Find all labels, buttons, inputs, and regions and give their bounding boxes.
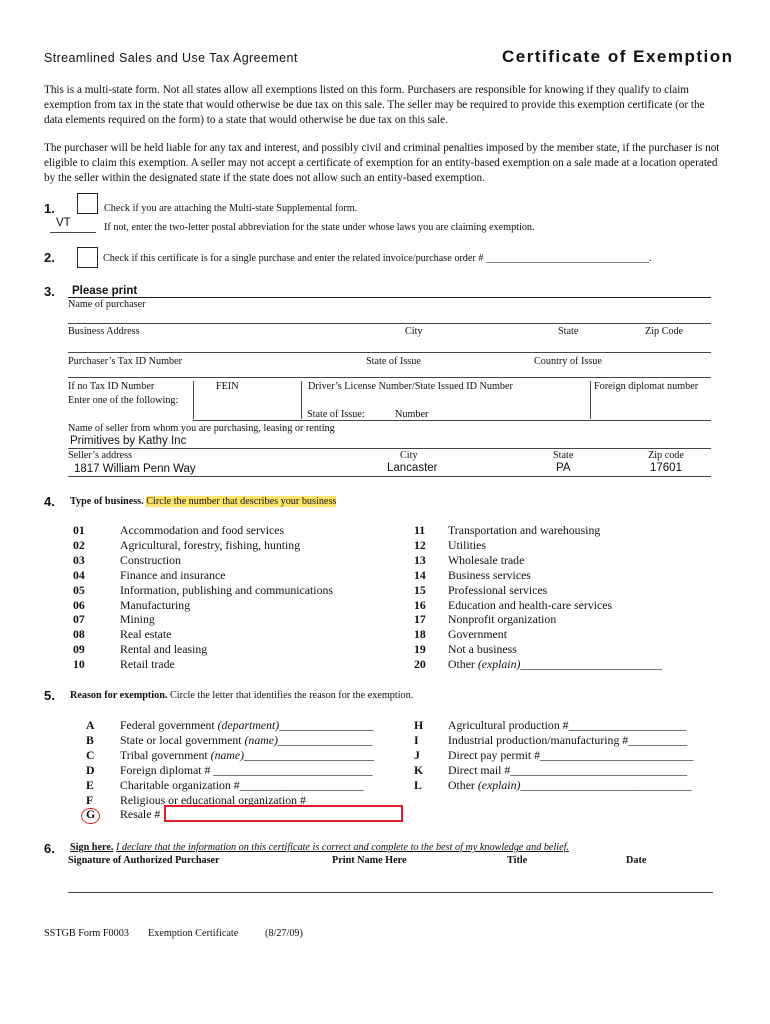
footer-form-date: (8/27/09): [265, 928, 303, 939]
business-code-12[interactable]: 12 Utilities: [414, 537, 487, 552]
enter-one-label: Enter one of the following:: [68, 395, 179, 406]
business-code-13[interactable]: 13 Wholesale trade: [414, 552, 525, 567]
state-of-issue-label: State of Issue: [366, 356, 421, 367]
print-name-label: Print Name Here: [332, 855, 407, 866]
seller-city-label: City: [400, 450, 418, 461]
business-code-08[interactable]: 08 Real estate: [73, 627, 172, 642]
business-code-05[interactable]: 05 Information, publishing and communications: [73, 582, 333, 597]
type-of-business-heading: [70, 496, 336, 507]
signature-line[interactable]: [68, 892, 713, 893]
no-tax-id-label: If no Tax ID Number: [68, 381, 155, 392]
business-code-18[interactable]: 18 Government: [414, 627, 507, 642]
business-code-17[interactable]: 17 Nonprofit organization: [414, 612, 557, 627]
reason-code-b[interactable]: B State or local government (name)________________: [86, 732, 373, 747]
footer-form-name: Exemption Certificate: [148, 928, 239, 939]
state-abbrev-input[interactable]: VT: [56, 217, 71, 229]
reason-code-c[interactable]: C Tribal government (name)______________________: [86, 747, 374, 762]
seller-address-input[interactable]: 1817 William Penn Way: [74, 463, 196, 475]
sign-here-row: [70, 842, 569, 853]
section-1-number: 1.: [44, 201, 55, 216]
resale-number-field[interactable]: [164, 805, 403, 822]
seller-address-label: Seller’s address: [68, 450, 133, 461]
sign-here-label: Sign here.: [70, 842, 114, 853]
seller-state-input[interactable]: PA: [556, 462, 571, 474]
reason-instruction: Circle the letter that identifies the reason for the exemption.: [169, 690, 414, 701]
section-5-number: 5.: [44, 688, 55, 703]
fein-label: FEIN: [216, 381, 239, 392]
declaration-text: I declare that the information on this certificate is correct and complete to the best of my knowledge and belief.: [115, 842, 570, 853]
business-code-19[interactable]: 19 Not a business: [414, 642, 517, 657]
zip-code-label: Zip Code: [645, 326, 684, 337]
state-abbrev-label: If not, enter the two-letter postal abbreviation for the state under whose laws you are claiming exemption.: [104, 222, 535, 233]
section-3-number: 3.: [44, 284, 55, 299]
single-purchase-checkbox[interactable]: [77, 247, 98, 268]
reason-code-f[interactable]: F Religious or educational organization #____________: [86, 792, 377, 807]
business-codes-left: [73, 523, 333, 672]
reason-code-a[interactable]: A Federal government (department)________________: [86, 718, 374, 732]
purchaser-name-label: Name of purchaser: [68, 299, 146, 310]
business-code-20[interactable]: 20 Other (explain)________________________: [414, 657, 662, 672]
business-code-15[interactable]: 15 Professional services: [414, 582, 548, 597]
business-code-01[interactable]: 01 Accommodation and food services: [73, 523, 285, 537]
reason-codes-right: [414, 718, 693, 793]
agreement-title: Streamlined Sales and Use Tax Agreement: [44, 51, 298, 65]
tax-id-label: Purchaser’s Tax ID Number: [68, 356, 183, 367]
seller-name-input[interactable]: Primitives by Kathy Inc: [70, 435, 187, 447]
type-of-business-instruction: Circle the number that describes your business: [146, 496, 337, 507]
business-code-04[interactable]: 04 Finance and insurance: [73, 567, 226, 582]
reason-code-k[interactable]: K Direct mail #______________________________: [414, 762, 688, 777]
reason-code-l[interactable]: L Other (explain)_____________________________: [414, 777, 692, 792]
business-code-07[interactable]: 07 Mining: [73, 612, 155, 627]
business-code-10[interactable]: 10 Retail trade: [73, 657, 175, 672]
state-label: State: [558, 326, 579, 337]
single-purchase-label: Check if this certificate is for a single purchase and enter the related invoice/purchase order # ________________________________.: [103, 253, 652, 264]
please-print-label: Please print: [72, 285, 138, 297]
page-title: Certificate of Exemption: [502, 47, 734, 66]
type-of-business-label: Type of business.: [70, 496, 144, 507]
section-6-number: 6.: [44, 841, 55, 856]
reason-code-d[interactable]: D Foreign diplomat # ___________________________: [86, 762, 373, 777]
business-code-09[interactable]: 09 Rental and leasing: [73, 642, 208, 657]
date-label: Date: [626, 855, 647, 866]
seller-city-input[interactable]: Lancaster: [387, 462, 438, 474]
seller-zip-label: Zip code: [648, 450, 684, 461]
business-code-06[interactable]: 06 Manufacturing: [73, 597, 191, 612]
drivers-license-label: Driver’s License Number/State Issued ID Number: [308, 381, 513, 392]
number-label: Number: [395, 409, 429, 420]
signature-label: Signature of Authorized Purchaser: [68, 855, 220, 866]
city-label: City: [405, 326, 423, 337]
reason-code-g[interactable]: G Resale #: [86, 807, 161, 822]
business-code-16[interactable]: 16 Education and health-care services: [414, 597, 613, 612]
seller-name-label: Name of seller from whom you are purchasing, leasing or renting: [68, 423, 335, 434]
footer-form-id: SSTGB Form F0003: [44, 928, 129, 939]
business-code-02[interactable]: 02 Agricultural, forestry, fishing, hunting: [73, 537, 301, 552]
business-codes-right: [414, 523, 662, 672]
reason-code-e[interactable]: E Charitable organization #_____________________: [86, 777, 364, 792]
reason-heading: [70, 690, 413, 701]
business-code-11[interactable]: 11 Transportation and warehousing: [414, 523, 601, 537]
reason-code-h[interactable]: H Agricultural production #____________________: [414, 718, 687, 732]
seller-zip-input[interactable]: 17601: [650, 462, 682, 474]
business-code-14[interactable]: 14 Business services: [414, 567, 531, 582]
intro-paragraph-1: This is a multi-state form. Not all states allow all exemptions listed on this form. Purchasers are responsible for knowing if they qualify to claim exemption from tax in the state that would otherwise be due tax on this sale. The seller may be required to provide this exemption certificate (or the data elements required on the form) to a state that would otherwise be due tax on this sale.: [44, 84, 705, 127]
title-label: Title: [507, 855, 528, 866]
section-2-number: 2.: [44, 250, 55, 265]
reason-code-j[interactable]: J Direct pay permit #__________________________: [414, 747, 694, 762]
multistate-checkbox[interactable]: [77, 193, 98, 214]
foreign-diplomat-label: Foreign diplomat number: [594, 381, 699, 392]
business-address-label: Business Address: [68, 326, 140, 337]
multistate-label: Check if you are attaching the Multi-state Supplemental form.: [104, 203, 358, 214]
state-of-issue-2-label: State of Issue:: [307, 409, 365, 420]
selected-reason-circle: [81, 808, 100, 824]
country-of-issue-label: Country of Issue: [534, 356, 602, 367]
reason-label: Reason for exemption.: [70, 690, 168, 701]
business-code-03[interactable]: 03 Construction: [73, 552, 181, 567]
reason-code-i[interactable]: I Industrial production/manufacturing #__________: [414, 732, 688, 747]
section-4-number: 4.: [44, 494, 55, 509]
seller-state-label: State: [553, 450, 574, 461]
intro-paragraph-2: The purchaser will be held liable for any tax and interest, and possibly civil and criminal penalties imposed by the member state, if the purchaser is not eligible to claim this exemption. A seller may not accept a certificate of exemption for an entity-based exemption on a sale made at a location operated by the seller within the designated state if the state does not allow such an entity-based exemption.: [44, 142, 720, 185]
